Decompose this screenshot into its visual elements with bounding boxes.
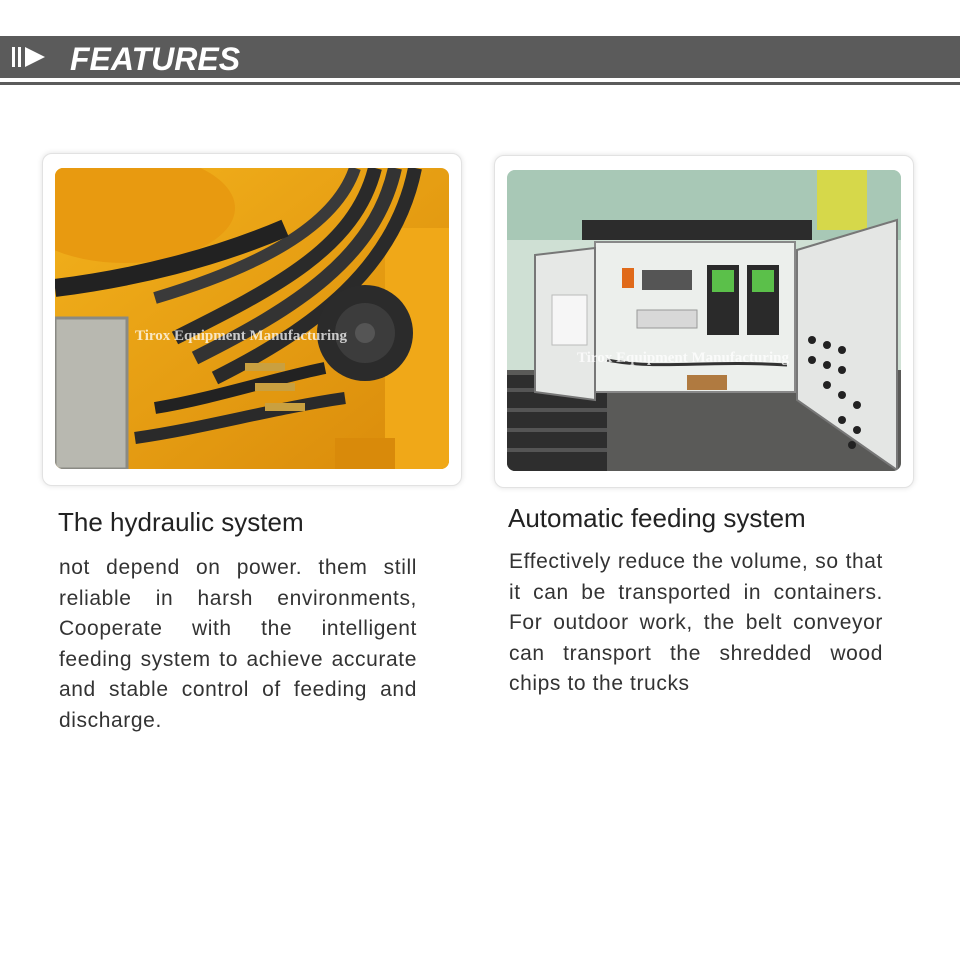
header-underline xyxy=(0,82,960,85)
electrical-control-cabinet-photo xyxy=(507,170,901,471)
play-bars-icon xyxy=(12,45,52,69)
features-header-bar xyxy=(0,36,960,78)
image-watermark: Tirox Equipment Manufacturing xyxy=(577,350,789,366)
feature-description-feeding: Effectively reduce the volume, so that it can be transported in containers. For outdoor work, the belt conveyor can transport the shredded wood chips to the trucks xyxy=(509,550,883,695)
feature-title-feeding: Automatic feeding system xyxy=(508,503,806,533)
page-title: FEATURES xyxy=(70,41,241,77)
image-watermark: Tirox Equipment Manufacturing xyxy=(135,328,347,344)
hydraulic-motor-photo xyxy=(55,168,449,469)
feature-title-hydraulic: The hydraulic system xyxy=(58,507,304,537)
feature-description-hydraulic: not depend on power. them still reliable in harsh environments, Cooperate with the intelligent feeding system to achieve accurate and stable control of feeding and discharge. xyxy=(59,556,417,732)
feature-card-feeding xyxy=(494,155,914,488)
feature-card-hydraulic xyxy=(42,153,462,486)
